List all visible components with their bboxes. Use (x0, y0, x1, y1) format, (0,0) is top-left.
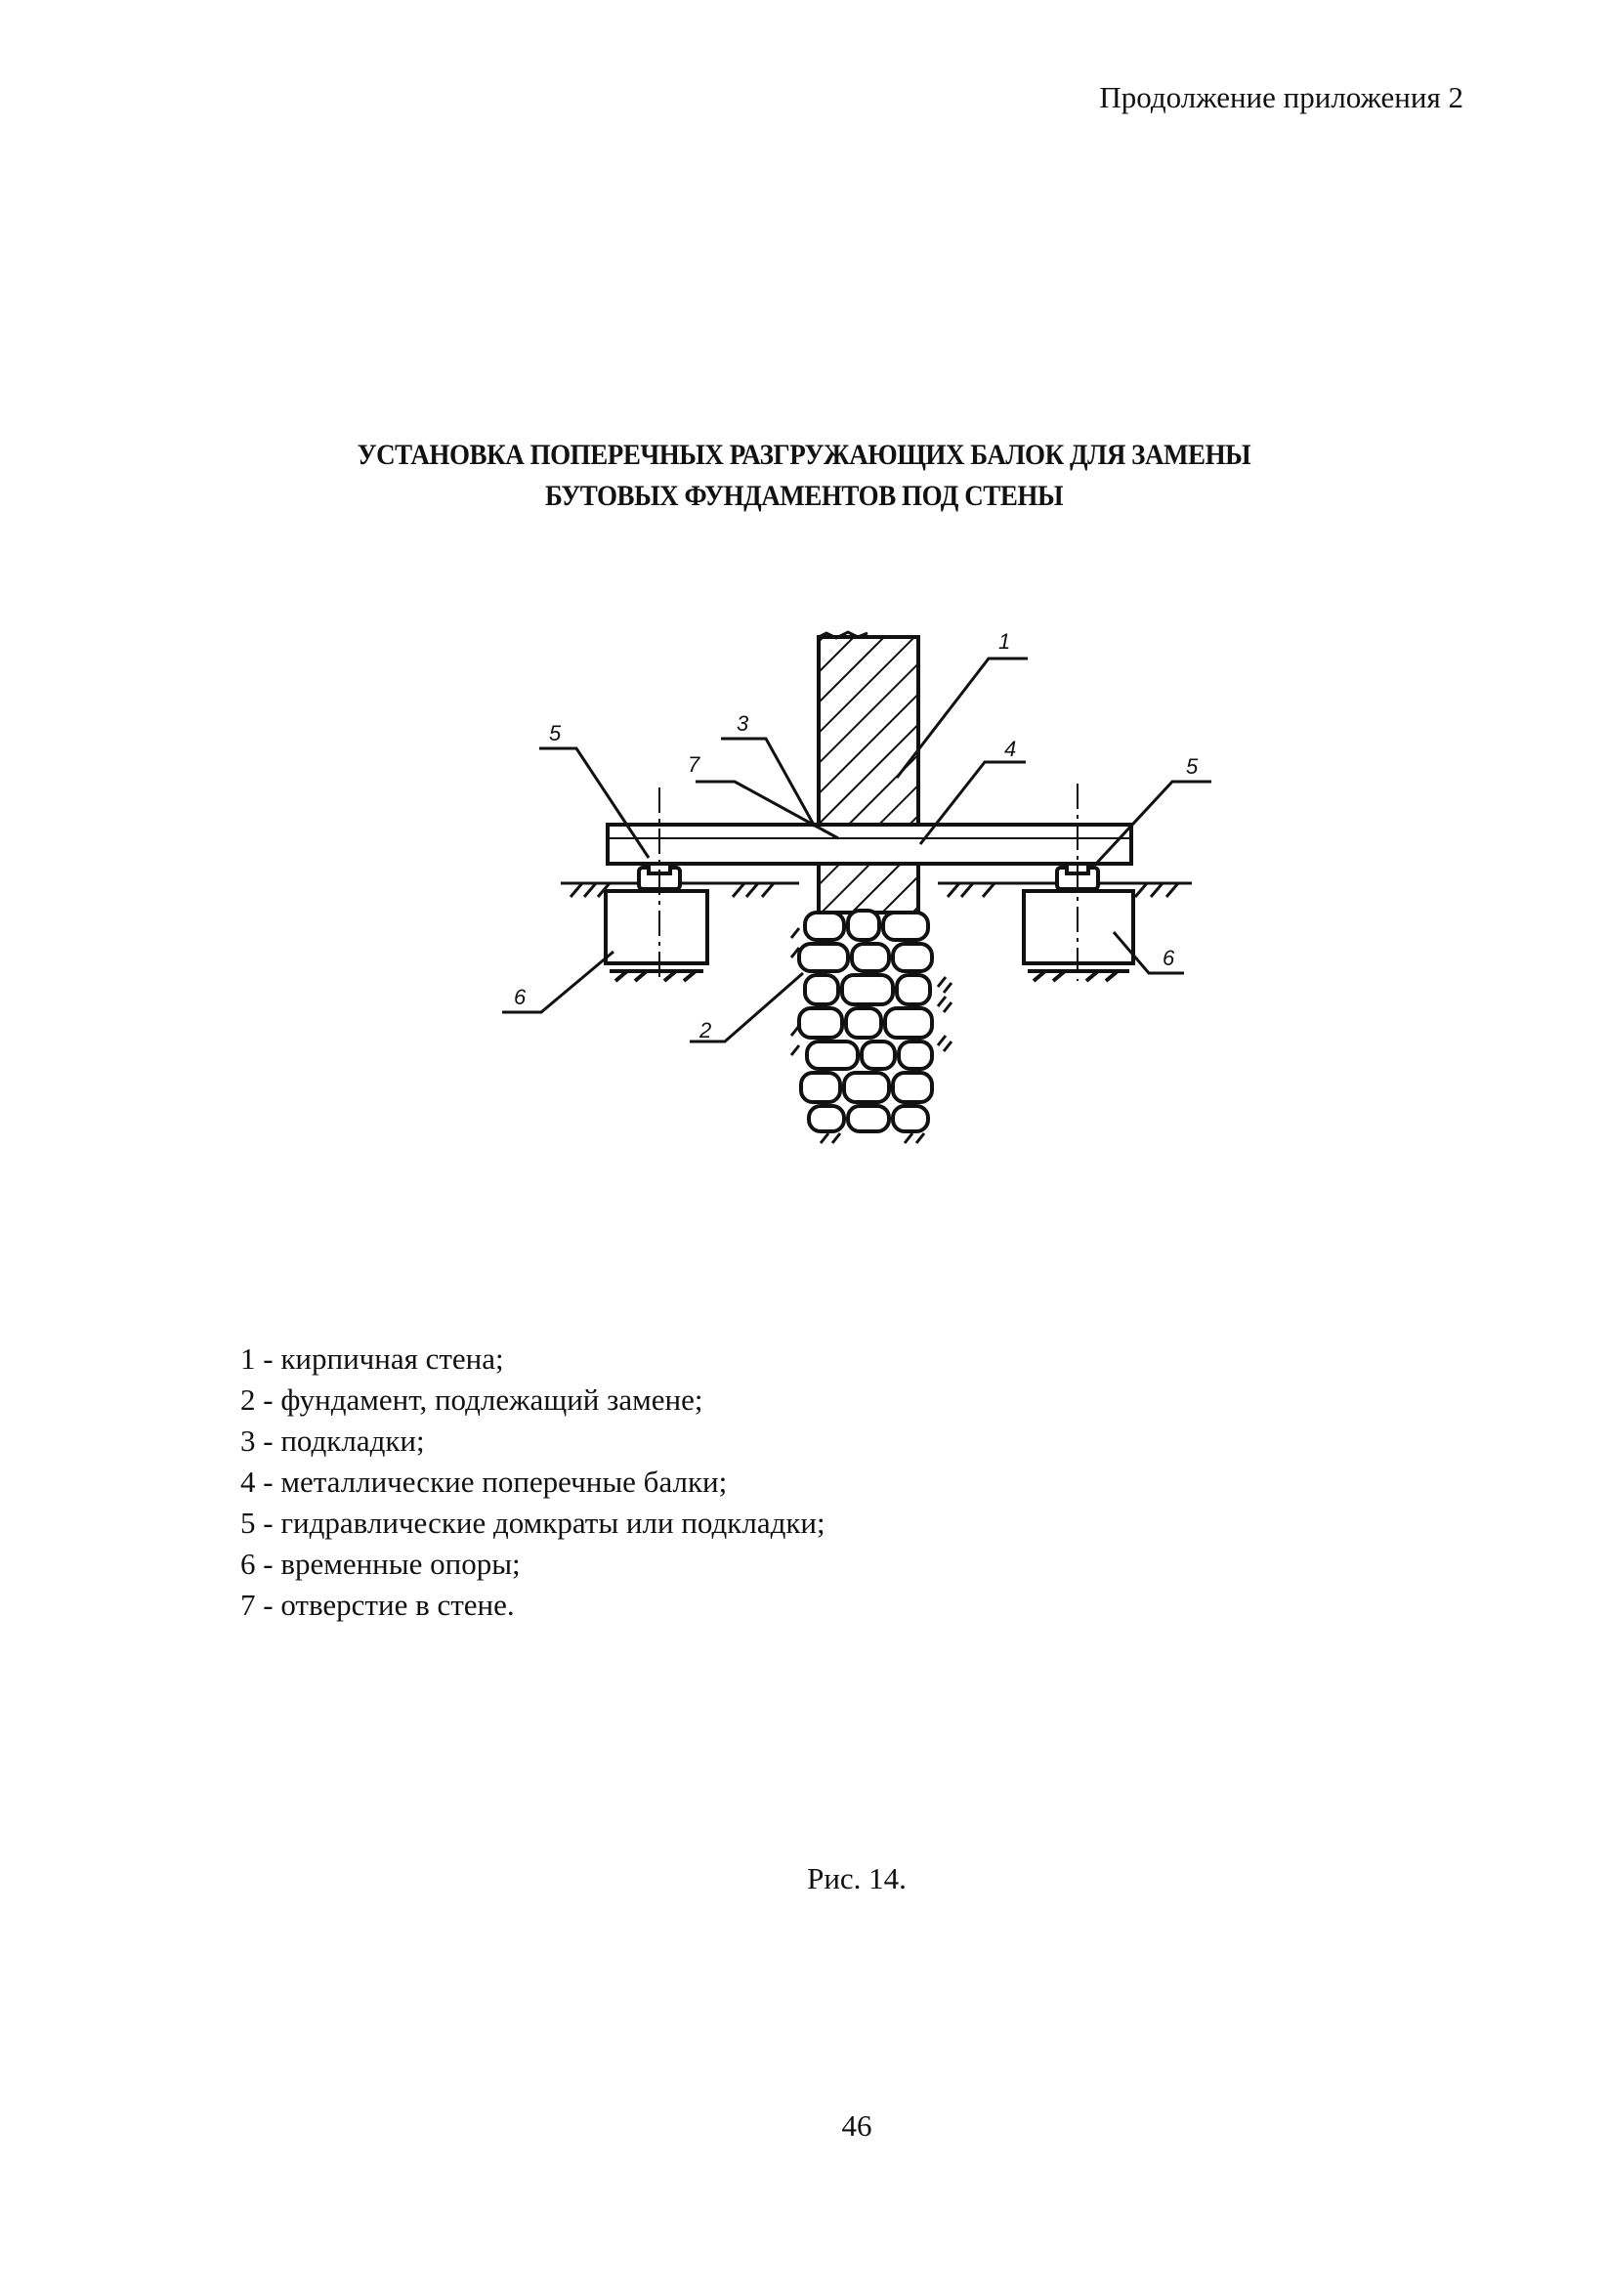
legend-list (240, 1339, 825, 1626)
legend-item: 2 - фундамент, подлежащий замене; (240, 1382, 703, 1417)
title-line-1: УСТАНОВКА ПОПЕРЕЧНЫХ РАЗГРУЖАЮЩИХ БАЛОК ДЛЯ ЗАМЕНЫ (357, 439, 1251, 471)
cross-beam (608, 825, 1131, 864)
legend-item: 6 - временные опоры; (240, 1547, 521, 1581)
legend-item: 7 - отверстие в стене. (240, 1588, 515, 1622)
legend-item: 4 - металлические поперечные балки; (240, 1465, 728, 1499)
label-6-right: 6 (1163, 946, 1175, 970)
label-1: 1 (998, 629, 1011, 654)
continuation-header: Продолжение приложения 2 (1099, 80, 1463, 114)
legend-item: 3 - подкладки; (240, 1424, 425, 1458)
label-5-right: 5 (1186, 754, 1199, 779)
legend-item: 5 - гидравлические домкраты или подкладки; (240, 1506, 825, 1540)
page-number-text: 46 (841, 2108, 872, 2143)
label-2: 2 (699, 1018, 712, 1042)
figure-caption-text: Рис. 14. (807, 1861, 907, 1895)
label-6-left: 6 (514, 985, 527, 1009)
brick-wall (819, 632, 918, 825)
figure-caption (0, 1861, 1608, 1896)
label-3: 3 (737, 711, 749, 736)
legend-item: 1 - кирпичная стена; (240, 1341, 504, 1376)
label-5-left: 5 (549, 721, 562, 745)
label-7: 7 (688, 752, 700, 777)
label-4: 4 (1004, 737, 1017, 761)
wall-segment-lower (819, 864, 918, 913)
page-number (0, 2108, 1608, 2144)
temporary-support-left (606, 891, 707, 981)
rubble-foundation (799, 911, 932, 1131)
title-line-2: БУТОВЫХ ФУНДАМЕНТОВ ПОД СТЕНЫ (544, 480, 1064, 512)
